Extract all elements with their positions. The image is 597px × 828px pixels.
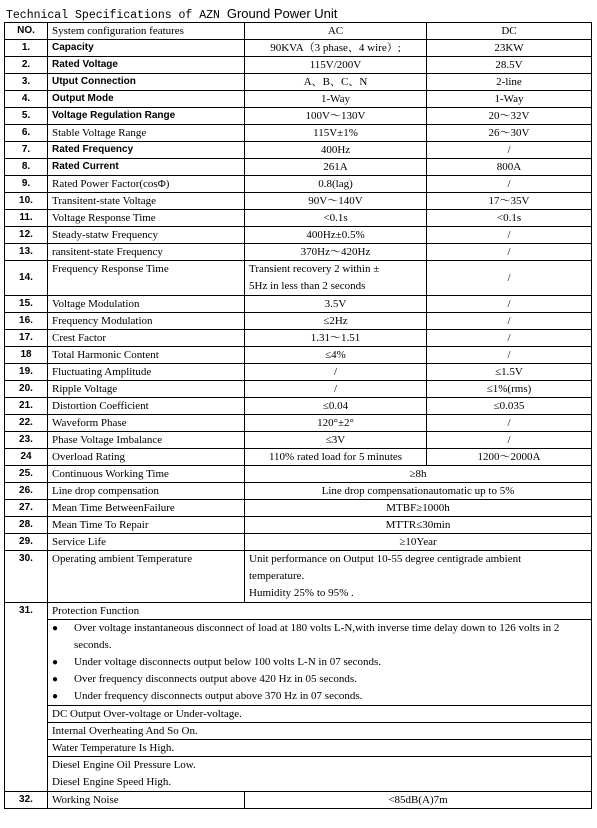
row-number: 7. (5, 142, 48, 159)
row-feature: Rated Frequency (48, 142, 245, 159)
row-number: 11. (5, 210, 48, 227)
spec-row (5, 159, 592, 176)
row-combined-value (245, 551, 592, 603)
protection-bullet (52, 620, 587, 654)
spec-row (5, 483, 592, 500)
row-ac-value: 100V～130V (245, 108, 427, 125)
row-ac-value: ≤2Hz (245, 313, 427, 330)
row-ac-value: ≤3V (245, 432, 427, 449)
header-no: NO. (5, 23, 48, 40)
spec-row (5, 466, 592, 483)
row-dc-value: 20～32V (427, 108, 592, 125)
row-dc-value: / (427, 415, 592, 432)
row-feature: Steady-statw Frequency (48, 227, 245, 244)
protection-diesel-oil: Diesel Engine Oil Pressure Low. (52, 759, 196, 771)
row-dc-value: / (427, 432, 592, 449)
row-number: 18 (5, 347, 48, 364)
protection-item-row (5, 723, 592, 740)
spec-row (5, 91, 592, 108)
row-combined-value: MTBF≥1000h (245, 500, 592, 517)
row-number: 26. (5, 483, 48, 500)
row-dc-value: / (427, 244, 592, 261)
spec-row (5, 142, 592, 159)
row-number: 30. (5, 551, 48, 603)
row-number: 5. (5, 108, 48, 125)
row-number: 19. (5, 364, 48, 381)
protection-item: DC Output Over-voltage or Under-voltage. (48, 706, 592, 723)
spec-row (5, 347, 592, 364)
row-dc-value: ≤1.5V (427, 364, 592, 381)
row-ac-value: 1-Way (245, 91, 427, 108)
ac-line: Transient recovery 2 within ± (249, 263, 380, 275)
title-main: Ground Power Unit (226, 6, 338, 21)
row-dc-value: <0.1s (427, 210, 592, 227)
row-number: 23. (5, 432, 48, 449)
row-ac-value: 115V/200V (245, 57, 427, 74)
spec-row (5, 500, 592, 517)
protection-bullets (48, 620, 592, 706)
protection-item: Water Temperature Is High. (48, 740, 592, 757)
row-feature: Overload Rating (48, 449, 245, 466)
row-feature: Ripple Voltage (48, 381, 245, 398)
row-feature: Voltage Response Time (48, 210, 245, 227)
spec-row (5, 244, 592, 261)
bullet-text: Under frequency disconnects output above 370 Hz in 07 seconds. (74, 690, 363, 702)
row-number: 9. (5, 176, 48, 193)
header-feature: System configuration features (48, 23, 245, 40)
row-dc-value: 2-line (427, 74, 592, 91)
protection-item-diesel (48, 757, 592, 792)
row-feature: Transitent-state Voltage (48, 193, 245, 210)
row-feature: Output Mode (48, 91, 245, 108)
row-feature: Stable Voltage Range (48, 125, 245, 142)
protection-title-row (5, 603, 592, 620)
bullet-text: Over frequency disconnects output above 420 Hz in 05 seconds. (74, 673, 357, 685)
ac-line: 5Hz in less than 2 seconds (249, 280, 366, 292)
spec-row (5, 296, 592, 313)
row-combined-value: ≥8h (245, 466, 592, 483)
row-dc-value: / (427, 261, 592, 296)
combined-line: Humidity 25% to 95% . (249, 587, 354, 599)
row-ac-value: A、B、C、N (245, 74, 427, 91)
row-dc-value: / (427, 296, 592, 313)
row-ac-value: 120°±2° (245, 415, 427, 432)
spec-row (5, 398, 592, 415)
row-combined-value: Line drop compensationautomatic up to 5% (245, 483, 592, 500)
row-feature: Capacity (48, 40, 245, 57)
row-dc-value: 17～35V (427, 193, 592, 210)
row-dc-value: / (427, 142, 592, 159)
row-ac-value: 400Hz (245, 142, 427, 159)
row-ac-value: 115V±1% (245, 125, 427, 142)
row-dc-value: / (427, 313, 592, 330)
row-ac-value: 3.5V (245, 296, 427, 313)
protection-item: Internal Overheating And So On. (48, 723, 592, 740)
row-dc-value: / (427, 347, 592, 364)
row-ac-value: / (245, 364, 427, 381)
row-feature: Service Life (48, 534, 245, 551)
row-dc-value: 800A (427, 159, 592, 176)
row-number: 24 (5, 449, 48, 466)
protection-no: 31. (5, 603, 48, 792)
title-prefix: Technical Specifications of AZN (6, 9, 227, 22)
bullet-text: Under voltage disconnects output below 100 volts L-N in 07 seconds. (74, 656, 382, 668)
row-feature: Fluctuating Amplitude (48, 364, 245, 381)
row-number: 6. (5, 125, 48, 142)
row-feature: Utput Connection (48, 74, 245, 91)
row-feature: Total Harmonic Content (48, 347, 245, 364)
row-number: 28. (5, 517, 48, 534)
spec-row (5, 74, 592, 91)
header-row (5, 23, 592, 40)
row-ac-value: <0.1s (245, 210, 427, 227)
protection-bullet (52, 654, 587, 671)
row-number: 21. (5, 398, 48, 415)
row-feature: Voltage Regulation Range (48, 108, 245, 125)
page-title (6, 6, 337, 22)
spec-row (5, 313, 592, 330)
row-feature: Crest Factor (48, 330, 245, 347)
row-number: 22. (5, 415, 48, 432)
row-number: 14. (5, 261, 48, 296)
row-ac-value: 0.8(lag) (245, 176, 427, 193)
spec-row (5, 125, 592, 142)
bullet-icon: ● (52, 674, 59, 685)
protection-diesel-speed: Diesel Engine Speed High. (52, 776, 172, 788)
protection-item-row (5, 706, 592, 723)
spec-row (5, 534, 592, 551)
row-number: 15. (5, 296, 48, 313)
row-feature: Line drop compensation (48, 483, 245, 500)
row-number: 25. (5, 466, 48, 483)
noise-row (5, 792, 592, 809)
row-combined-value: MTTR≤30min (245, 517, 592, 534)
row-dc-value: ≤0.035 (427, 398, 592, 415)
row-feature: Mean Time BetweenFailure (48, 500, 245, 517)
noise-no: 32. (5, 792, 48, 809)
row-dc-value: / (427, 330, 592, 347)
row-dc-value: / (427, 227, 592, 244)
row-number: 13. (5, 244, 48, 261)
noise-feature: Working Noise (48, 792, 245, 809)
row-feature: Rated Power Factor(cosΦ) (48, 176, 245, 193)
row-number: 20. (5, 381, 48, 398)
row-ac-value: / (245, 381, 427, 398)
row-feature: Rated Current (48, 159, 245, 176)
spec-row (5, 57, 592, 74)
row-ac-value: 261A (245, 159, 427, 176)
row-ac-value: 110% rated load for 5 minutes (245, 449, 427, 466)
spec-row (5, 432, 592, 449)
spec-row (5, 517, 592, 534)
row-feature: ransitent-state Frequency (48, 244, 245, 261)
header-ac: AC (245, 23, 427, 40)
row-dc-value: 1200～2000A (427, 449, 592, 466)
row-ac-value: 90V～140V (245, 193, 427, 210)
row-number: 2. (5, 57, 48, 74)
spec-row (5, 449, 592, 466)
spec-table (4, 22, 592, 809)
protection-item-row (5, 757, 592, 792)
row-feature: Frequency Response Time (48, 261, 245, 296)
row-feature: Voltage Modulation (48, 296, 245, 313)
row-feature: Phase Voltage Imbalance (48, 432, 245, 449)
spec-row (5, 193, 592, 210)
bullet-icon: ● (52, 657, 59, 668)
spec-row (5, 40, 592, 57)
row-dc-value: 1-Way (427, 91, 592, 108)
row-ac-value: ≤4% (245, 347, 427, 364)
row-ac-value (245, 261, 427, 296)
bullet-text: Over voltage instantaneous disconnect of load at 180 volts L-N,with inverse time delay down to 126 volts in 2 seconds. (74, 622, 560, 651)
row-number: 12. (5, 227, 48, 244)
row-dc-value: ≤1%(rms) (427, 381, 592, 398)
spec-row (5, 330, 592, 347)
row-dc-value: 26～30V (427, 125, 592, 142)
combined-line: temperature. (249, 570, 305, 582)
row-ac-value: 400Hz±0.5% (245, 227, 427, 244)
row-dc-value: 28.5V (427, 57, 592, 74)
spec-row (5, 176, 592, 193)
spec-row (5, 551, 592, 603)
protection-title: Protection Function (48, 603, 592, 620)
row-number: 27. (5, 500, 48, 517)
row-dc-value: 23KW (427, 40, 592, 57)
header-dc: DC (427, 23, 592, 40)
noise-value: <85dB(A)7m (245, 792, 592, 809)
row-number: 16. (5, 313, 48, 330)
combined-line: Unit performance on Output 10-55 degree centigrade ambient (249, 553, 522, 565)
row-number: 1. (5, 40, 48, 57)
spec-row (5, 227, 592, 244)
spec-row (5, 415, 592, 432)
row-number: 8. (5, 159, 48, 176)
row-feature: Waveform Phase (48, 415, 245, 432)
protection-bullets-row (5, 620, 592, 706)
row-number: 4. (5, 91, 48, 108)
row-ac-value: 1.31～1.51 (245, 330, 427, 347)
spec-row (5, 210, 592, 227)
protection-bullet (52, 671, 587, 688)
protection-bullet (52, 688, 587, 705)
row-number: 17. (5, 330, 48, 347)
spec-row (5, 381, 592, 398)
row-feature: Frequency Modulation (48, 313, 245, 330)
row-number: 29. (5, 534, 48, 551)
bullet-icon: ● (52, 691, 59, 702)
row-number: 10. (5, 193, 48, 210)
row-ac-value: ≤0.04 (245, 398, 427, 415)
row-feature: Continuous Working Time (48, 466, 245, 483)
spec-row (5, 364, 592, 381)
row-dc-value: / (427, 176, 592, 193)
row-ac-value: 370Hz～420Hz (245, 244, 427, 261)
row-ac-value: 90KVA（3 phase、4 wire）; (245, 40, 427, 57)
spec-row (5, 261, 592, 296)
row-feature: Operating ambient Temperature (48, 551, 245, 603)
bullet-icon: ● (52, 623, 59, 634)
protection-item-row (5, 740, 592, 757)
row-feature: Distortion Coefficient (48, 398, 245, 415)
row-feature: Rated Voltage (48, 57, 245, 74)
row-combined-value: ≥10Year (245, 534, 592, 551)
row-feature: Mean Time To Repair (48, 517, 245, 534)
spec-row (5, 108, 592, 125)
row-number: 3. (5, 74, 48, 91)
